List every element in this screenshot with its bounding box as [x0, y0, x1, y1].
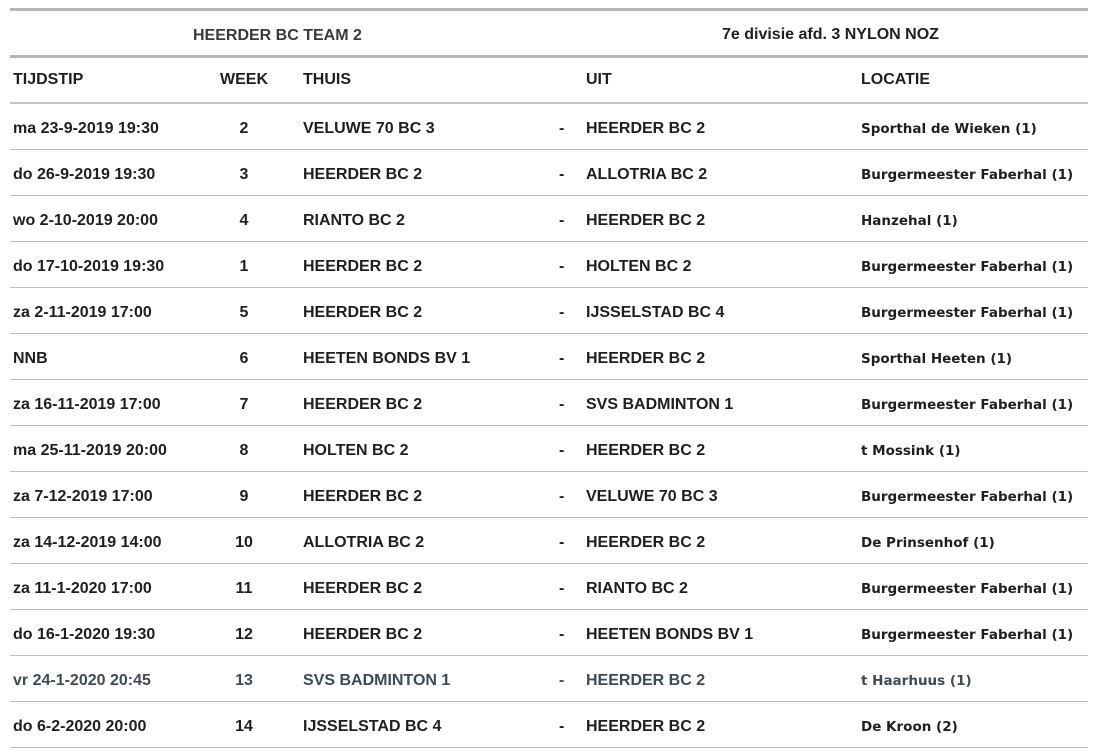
- match-separator: -: [559, 166, 565, 183]
- match-home-team: IJSSELSTAD BC 4: [303, 718, 442, 735]
- match-home-team: HEERDER BC 2: [303, 626, 423, 643]
- match-home-team: HEERDER BC 2: [303, 258, 423, 275]
- match-week: 11: [235, 580, 253, 597]
- match-time: do 6-2-2020 20:00: [13, 718, 147, 735]
- column-header-time: TIJDSTIP: [13, 71, 84, 88]
- match-time: ma 23-9-2019 19:30: [13, 120, 159, 137]
- match-location: Burgermeester Faberhal (1): [861, 397, 1074, 413]
- table-row: [10, 610, 1088, 656]
- match-week: 8: [239, 442, 249, 459]
- match-week: 7: [239, 396, 249, 413]
- table-row: [10, 656, 1088, 702]
- match-week: 14: [235, 718, 253, 735]
- match-away-team: HEERDER BC 2: [586, 672, 706, 689]
- match-time: do 16-1-2020 19:30: [13, 626, 156, 643]
- match-separator: -: [559, 534, 565, 551]
- match-location: De Kroon (2): [861, 719, 958, 735]
- match-separator: -: [559, 580, 565, 597]
- match-location: Burgermeester Faberhal (1): [861, 259, 1074, 275]
- match-home-team: HEERDER BC 2: [303, 304, 423, 321]
- match-week: 5: [239, 304, 249, 321]
- match-away-team: HEERDER BC 2: [586, 534, 706, 551]
- match-separator: -: [559, 212, 565, 229]
- match-home-team: HEERDER BC 2: [303, 396, 423, 413]
- match-separator: -: [559, 718, 565, 735]
- match-home-team: VELUWE 70 BC 3: [303, 120, 435, 137]
- column-header-location: LOCATIE: [861, 71, 931, 88]
- match-week: 1: [239, 258, 249, 275]
- match-away-team: HEERDER BC 2: [586, 718, 706, 735]
- match-location: t Haarhuus (1): [861, 673, 972, 689]
- match-week: 6: [239, 350, 249, 367]
- match-time: wo 2-10-2019 20:00: [13, 212, 158, 229]
- match-away-team: HEERDER BC 2: [586, 442, 706, 459]
- match-home-team: HEERDER BC 2: [303, 488, 423, 505]
- title-row: [10, 11, 1088, 55]
- match-time: do 17-10-2019 19:30: [13, 258, 165, 275]
- match-separator: -: [559, 304, 565, 321]
- table-row: [10, 518, 1088, 564]
- match-location: Burgermeester Faberhal (1): [861, 627, 1074, 643]
- match-separator: -: [559, 120, 565, 137]
- match-away-team: HEERDER BC 2: [586, 350, 706, 367]
- match-separator: -: [559, 672, 565, 689]
- match-separator: -: [559, 442, 565, 459]
- match-location: Hanzehal (1): [861, 213, 958, 229]
- table-row: [10, 196, 1088, 242]
- column-header-away: UIT: [586, 71, 612, 88]
- match-time: za 7-12-2019 17:00: [13, 488, 153, 505]
- table-row: [10, 472, 1088, 518]
- match-away-team: SVS BADMINTON 1: [586, 396, 734, 413]
- match-week: 3: [239, 166, 249, 183]
- match-time: za 14-12-2019 14:00: [13, 534, 162, 551]
- match-time: do 26-9-2019 19:30: [13, 166, 156, 183]
- match-location: Burgermeester Faberhal (1): [861, 581, 1074, 597]
- table-row: [10, 426, 1088, 472]
- table-row: [10, 380, 1088, 426]
- match-home-team: HEERDER BC 2: [303, 166, 423, 183]
- match-away-team: HEERDER BC 2: [586, 120, 706, 137]
- match-home-team: ALLOTRIA BC 2: [303, 534, 425, 551]
- match-location: t Mossink (1): [861, 443, 961, 459]
- match-location: Burgermeester Faberhal (1): [861, 167, 1074, 183]
- match-separator: -: [559, 396, 565, 413]
- match-home-team: HOLTEN BC 2: [303, 442, 409, 459]
- column-header-home: THUIS: [303, 71, 351, 88]
- match-time: ma 25-11-2019 20:00: [13, 442, 167, 459]
- table-row: [10, 702, 1088, 748]
- table-row: [10, 334, 1088, 380]
- match-time: za 11-1-2020 17:00: [13, 580, 152, 597]
- match-away-team: ALLOTRIA BC 2: [586, 166, 708, 183]
- table-row: [10, 150, 1088, 196]
- match-week: 12: [235, 626, 253, 643]
- schedule-sheet: [10, 8, 1088, 748]
- match-location: De Prinsenhof (1): [861, 535, 995, 551]
- match-separator: -: [559, 626, 565, 643]
- match-location: Burgermeester Faberhal (1): [861, 305, 1074, 321]
- column-header-row: [10, 58, 1088, 102]
- match-home-team: HEERDER BC 2: [303, 580, 423, 597]
- match-week: 9: [239, 488, 249, 505]
- match-home-team: RIANTO BC 2: [303, 212, 405, 229]
- table-row: [10, 242, 1088, 288]
- table-row: [10, 564, 1088, 610]
- match-location: Sporthal Heeten (1): [861, 351, 1013, 367]
- match-away-team: HEERDER BC 2: [586, 212, 706, 229]
- match-week: 13: [235, 672, 253, 689]
- division-title: 7e divisie afd. 3 NYLON NOZ: [722, 26, 939, 43]
- match-away-team: IJSSELSTAD BC 4: [586, 304, 725, 321]
- match-away-team: RIANTO BC 2: [586, 580, 688, 597]
- match-time: za 16-11-2019 17:00: [13, 396, 161, 413]
- table-row: [10, 104, 1088, 150]
- team-title: HEERDER BC TEAM 2: [193, 27, 362, 44]
- match-time: za 2-11-2019 17:00: [13, 304, 152, 321]
- match-separator: -: [559, 350, 565, 367]
- match-location: Sporthal de Wieken (1): [861, 121, 1037, 137]
- match-away-team: HOLTEN BC 2: [586, 258, 692, 275]
- match-home-team: HEETEN BONDS BV 1: [303, 350, 471, 367]
- match-home-team: SVS BADMINTON 1: [303, 672, 451, 689]
- match-location: Burgermeester Faberhal (1): [861, 489, 1074, 505]
- match-time: NNB: [13, 350, 48, 367]
- match-separator: -: [559, 488, 565, 505]
- column-header-week: WEEK: [220, 71, 268, 88]
- match-week: 2: [239, 120, 249, 137]
- match-away-team: VELUWE 70 BC 3: [586, 488, 718, 505]
- match-week: 4: [239, 212, 249, 229]
- match-week: 10: [235, 534, 253, 551]
- table-row: [10, 288, 1088, 334]
- match-separator: -: [559, 258, 565, 275]
- match-list: [10, 104, 1088, 748]
- match-away-team: HEETEN BONDS BV 1: [586, 626, 754, 643]
- match-time: vr 24-1-2020 20:45: [13, 672, 151, 689]
